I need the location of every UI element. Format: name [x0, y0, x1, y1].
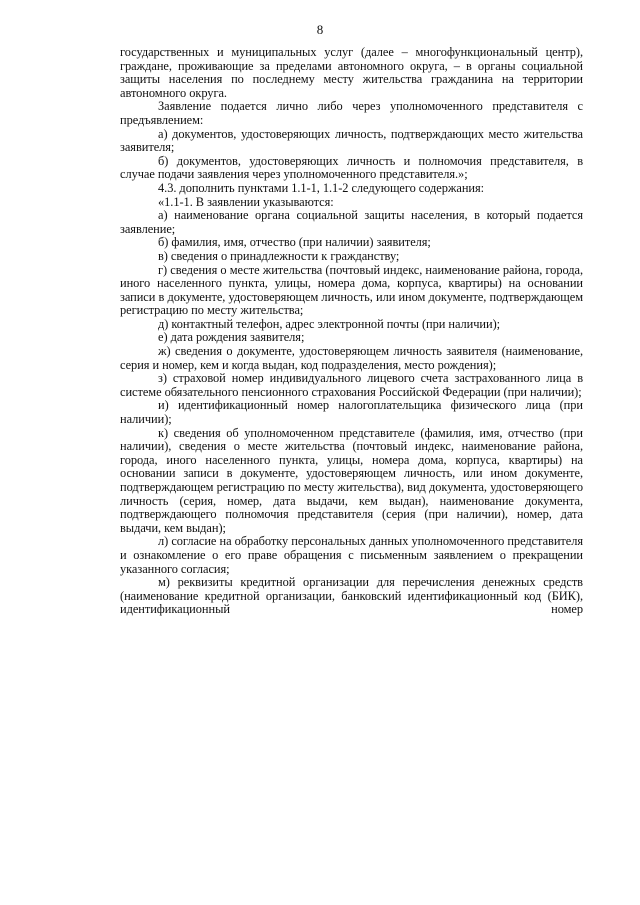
paragraph-item-zh: ж) сведения о документе, удостоверяющем личность заявителя (наименование, серия и номер, кем и когда выдан, код подразделения, место рождения); [120, 344, 583, 372]
paragraph-continuation: государственных и муниципальных услуг (далее – многофункциональный центр), граждане, проживающие за пределами автономного округа, – в органы социальной защиты населения по последнему месту жительства гражданина на территории автономного округа. [120, 45, 583, 100]
paragraph-clause-1-1-1: «1.1-1. В заявлении указываются: [158, 194, 334, 209]
document-body [120, 46, 583, 617]
paragraph-item-a: а) наименование органа социальной защиты населения, в который подается заявление; [120, 208, 583, 236]
paragraph-item-m: м) реквизиты кредитной организации для перечисления денежных средств (наименование кредитной организации, банковский идентификационный код (БИК), идентификационный номер [120, 575, 583, 617]
paragraph-item-d: д) контактный телефон, адрес электронной почты (при наличии); [158, 316, 501, 331]
paragraph-application-submission: Заявление подается лично либо через уполномоченного представителя с предъявлением: [120, 99, 583, 127]
paragraph-item-i: и) идентификационный номер налогоплательщика физического лица (при наличии); [120, 398, 583, 427]
paragraph-item-b-documents: б) документов, удостоверяющих личность и полномочия представителя, в случае подачи заявления через уполномоченного представителя.»; [120, 153, 583, 182]
paragraph-item-b: б) фамилия, имя, отчество (при наличии) заявителя; [158, 235, 431, 250]
paragraph-item-k: к) сведения об уполномоченном представителе (фамилия, имя, отчество (при наличии), сведения о месте жительства (почтовый индекс, наименование района, города, иного населенного пункта, улицы, номера дома, корпуса, квартиры) на основании записи в документе, удостоверяющем личность, или ином документе, подтверждающем регистрацию по месту жительства), вид документа, удостоверяющего личность (серия, номер, дата выдачи, кем выдан), наименование документа, подтверждающего полномочия представителя (серия (при наличии), номер, дата выдачи, кем выдан); [120, 425, 583, 535]
paragraph-item-a-documents: а) документов, удостоверяющих личность, подтверждающих место жительства заявителя; [120, 126, 583, 155]
page-number: 8 [316, 22, 324, 37]
paragraph-item-e: е) дата рождения заявителя; [158, 330, 305, 345]
paragraph-item-z: з) страховой номер индивидуального лицевого счета застрахованного лица в системе обязательного пенсионного страхования Российской Федерации (при наличии); [120, 371, 583, 399]
paragraph-item-v: в) сведения о принадлежности к гражданству; [158, 248, 400, 263]
paragraph-item-g: г) сведения о месте жительства (почтовый индекс, наименование района, города, иного населенного пункта, улицы, номера дома, корпуса, квартиры) на основании записи в документе, удостоверяющем личность, или ином документе, подтверждающем регистрацию по месту жительства; [120, 262, 583, 318]
paragraph-item-l: л) согласие на обработку персональных данных уполномоченного представителя и ознакомление о его праве обращения с письменным заявлением о прекращении указанного согласия; [120, 534, 583, 576]
paragraph-clause-4-3: 4.3. дополнить пунктами 1.1-1, 1.1-2 следующего содержания: [158, 180, 485, 195]
